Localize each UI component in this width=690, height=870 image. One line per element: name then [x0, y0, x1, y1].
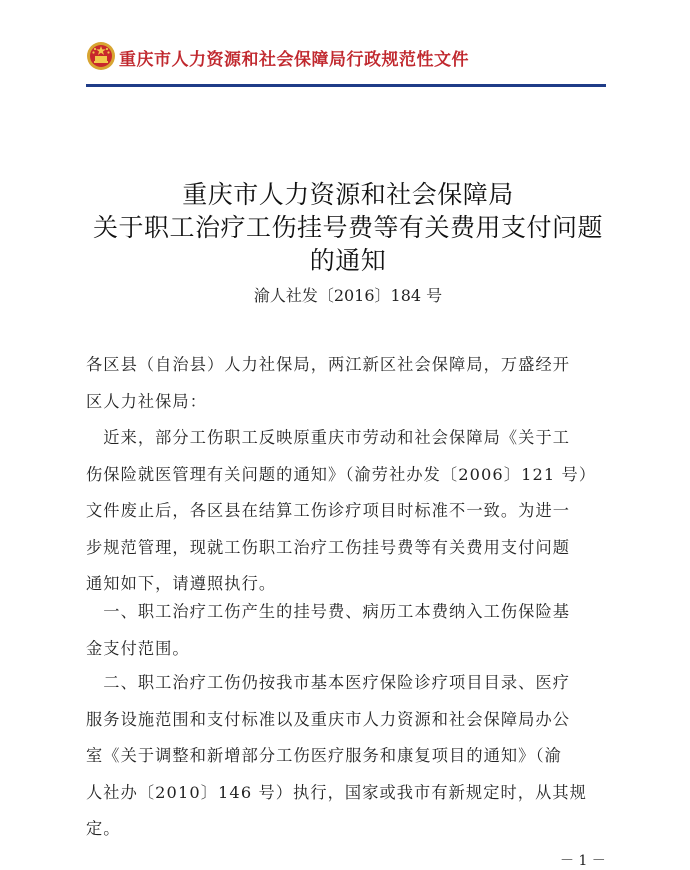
text-line: 一、职工治疗工伤产生的挂号费、病历工本费纳入工伤保险基	[86, 602, 571, 621]
title-line: 重庆市人力资源和社会保障局	[182, 180, 514, 209]
text-line: 各区县（自治县）人力社保局，两江新区社会保障局，万盛经开	[86, 355, 571, 374]
text-line: 近来，部分工伤职工反映原重庆市劳动和社会保障局《关于工	[86, 428, 571, 447]
text-line: 服务设施范围和支付标准以及重庆市人力资源和社会保障局办公	[86, 709, 571, 729]
document-header	[86, 38, 606, 86]
title-line: 关于职工治疗工伤挂号费等有关费用支付问题	[92, 213, 603, 242]
addressee	[86, 347, 610, 420]
text-line: 二、职工治疗工伤仍按我市基本医疗保险诊疗项目目录、医疗	[86, 673, 571, 692]
header-divider	[86, 84, 606, 87]
paragraph-intro	[86, 420, 610, 603]
text-line: 定。	[86, 819, 121, 838]
text-line: 通知如下，请遵照执行。	[86, 574, 277, 593]
text-line: 人社办〔2010〕146 号）执行，国家或我市有新规定时，从其规	[86, 782, 587, 802]
text-line: 室《关于调整和新增部分工伤医疗服务和康复项目的通知》（渝	[86, 746, 562, 765]
text-line: 金支付范围。	[86, 638, 190, 658]
national-emblem-icon	[86, 41, 116, 71]
text-line: 伤保险就医管理有关问题的通知》（渝劳社办发〔2006〕121 号）	[86, 464, 597, 484]
text-line: 文件废止后，各区县在结算工伤诊疗项目时标准不一致。为进一	[86, 501, 571, 520]
paragraph-item-1	[86, 594, 610, 667]
title-line: 的通知	[309, 246, 387, 275]
header-title: 重庆市人力资源和社会保障局行政规范性文件	[119, 50, 469, 70]
paragraph-item-2	[86, 665, 610, 848]
text-line: 区人力社保局：	[86, 391, 208, 411]
document-title	[60, 178, 636, 277]
document-number: 渝人社发〔2016〕184 号	[253, 286, 443, 305]
text-line: 步规范管理，现就工伤职工治疗工伤挂号费等有关费用支付问题	[86, 537, 571, 557]
page-number: － 1 －	[560, 853, 606, 869]
